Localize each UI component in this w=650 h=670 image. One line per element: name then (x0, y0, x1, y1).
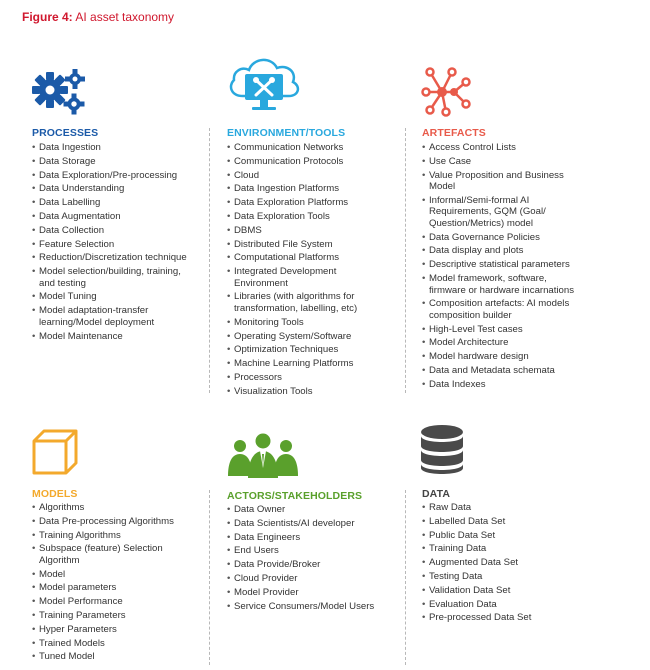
list-item: • Data display and plots (422, 245, 602, 257)
list-item: • Data Pre-processing Algorithms (32, 516, 212, 528)
list-item: • Data Understanding (32, 183, 212, 195)
list-item: • Labelled Data Set (422, 516, 602, 528)
gears-icon (30, 66, 88, 123)
list-item: • Model hardware design (422, 351, 602, 363)
list-item: • Value Proposition and Business Model (422, 170, 602, 193)
list-item: • Data Ingestion (32, 142, 212, 154)
list-item: • Testing Data (422, 571, 602, 583)
list-item: • Cloud (227, 170, 407, 182)
list-item: • Subspace (feature) Selection Algorithm (32, 543, 212, 566)
actors-title: ACTORS/STAKEHOLDERS (227, 490, 363, 502)
list-item: • Cloud Provider (227, 573, 407, 585)
list-item: • DBMS (227, 225, 407, 237)
processes-list (32, 142, 212, 344)
list-item: • Monitoring Tools (227, 317, 407, 329)
list-item: • Augmented Data Set (422, 557, 602, 569)
list-item: • Service Consumers/Model Users (227, 601, 407, 613)
list-item: • Data Exploration Tools (227, 211, 407, 223)
list-item: • Informal/Semi-formal AI Requirements, GQM (Goal/ Question/Metrics) model (422, 195, 602, 230)
list-item: • Trained Models (32, 638, 212, 650)
list-item: • Model Performance (32, 596, 212, 608)
figure-title: AI asset taxonomy (72, 10, 175, 24)
list-item: • Data Collection (32, 225, 212, 237)
list-item: • High-Level Test cases (422, 324, 602, 336)
list-item: • Visualization Tools (227, 386, 407, 398)
list-item: • Data and Metadata schemata (422, 365, 602, 377)
database-icon (418, 424, 466, 481)
list-item: • Machine Learning Platforms (227, 358, 407, 370)
models-list (32, 502, 212, 665)
list-item: • Model parameters (32, 582, 212, 594)
list-item: • Data Provide/Broker (227, 559, 407, 571)
list-item: • Data Indexes (422, 379, 602, 391)
list-item: • Data Storage (32, 156, 212, 168)
list-item: • Data Scientists/AI developer (227, 518, 407, 530)
list-item: • Model Tuning (32, 291, 212, 303)
list-item: • Model Provider (227, 587, 407, 599)
list-item: • Data Exploration Platforms (227, 197, 407, 209)
people-group-icon (226, 432, 300, 483)
list-item: • End Users (227, 545, 407, 557)
list-item: • Data Governance Policies (422, 232, 602, 244)
list-item: • Use Case (422, 156, 602, 168)
list-item: • Data Exploration/Pre-processing (32, 170, 212, 182)
list-item: • Hyper Parameters (32, 624, 212, 636)
list-item: • Data Augmentation (32, 211, 212, 223)
list-item: • Libraries (with algorithms for transformation, labelling, etc) (227, 291, 407, 314)
list-item: • Training Algorithms (32, 530, 212, 542)
list-item: • Model framework, software, firmware or hardware incarnations (422, 273, 602, 296)
models-title: MODELS (32, 488, 78, 500)
list-item: • Data Owner (227, 504, 407, 516)
list-item: • Communication Networks (227, 142, 407, 154)
list-item: • Distributed File System (227, 239, 407, 251)
cube-icon (30, 427, 80, 482)
artefacts-list (422, 142, 602, 393)
list-item: • Model Architecture (422, 337, 602, 349)
list-item: • Raw Data (422, 502, 602, 514)
figure-caption (22, 10, 174, 24)
list-item: • Communication Protocols (227, 156, 407, 168)
list-item: • Validation Data Set (422, 585, 602, 597)
artefacts-title: ARTEFACTS (422, 127, 486, 139)
list-item: • Training Parameters (32, 610, 212, 622)
list-item: • Model (32, 569, 212, 581)
list-item: • Processors (227, 372, 407, 384)
list-item: • Computational Platforms (227, 252, 407, 264)
list-item: • Evaluation Data (422, 599, 602, 611)
list-item: • Feature Selection (32, 239, 212, 251)
environment-list (227, 142, 407, 400)
environment-title: ENVIRONMENT/TOOLS (227, 127, 346, 139)
network-nodes-icon (420, 66, 472, 123)
list-item: • Data Ingestion Platforms (227, 183, 407, 195)
list-item: • Tuned Model (32, 651, 212, 663)
list-item: • Public Data Set (422, 530, 602, 542)
list-item: • Optimization Techniques (227, 344, 407, 356)
list-item: • Model selection/building, training, and testing (32, 266, 212, 289)
list-item: • Integrated Development Environment (227, 266, 407, 289)
list-item: • Model adaptation-transfer learning/Model deployment (32, 305, 212, 328)
list-item: • Descriptive statistical parameters (422, 259, 602, 271)
list-item: • Composition artefacts: AI models composition builder (422, 298, 602, 321)
cloud-tools-icon (225, 52, 303, 123)
list-item: • Pre-processed Data Set (422, 612, 602, 624)
list-item: • Model Maintenance (32, 331, 212, 343)
processes-title: PROCESSES (32, 127, 99, 139)
actors-list (227, 504, 407, 614)
list-item: • Access Control Lists (422, 142, 602, 154)
list-item: • Algorithms (32, 502, 212, 514)
list-item: • Data Labelling (32, 197, 212, 209)
figure-label: Figure 4: (22, 10, 73, 24)
list-item: • Operating System/Software (227, 331, 407, 343)
list-item: • Data Engineers (227, 532, 407, 544)
list-item: • Reduction/Discretization technique (32, 252, 212, 264)
data-list (422, 502, 602, 626)
data-title: DATA (422, 488, 451, 500)
list-item: • Training Data (422, 543, 602, 555)
